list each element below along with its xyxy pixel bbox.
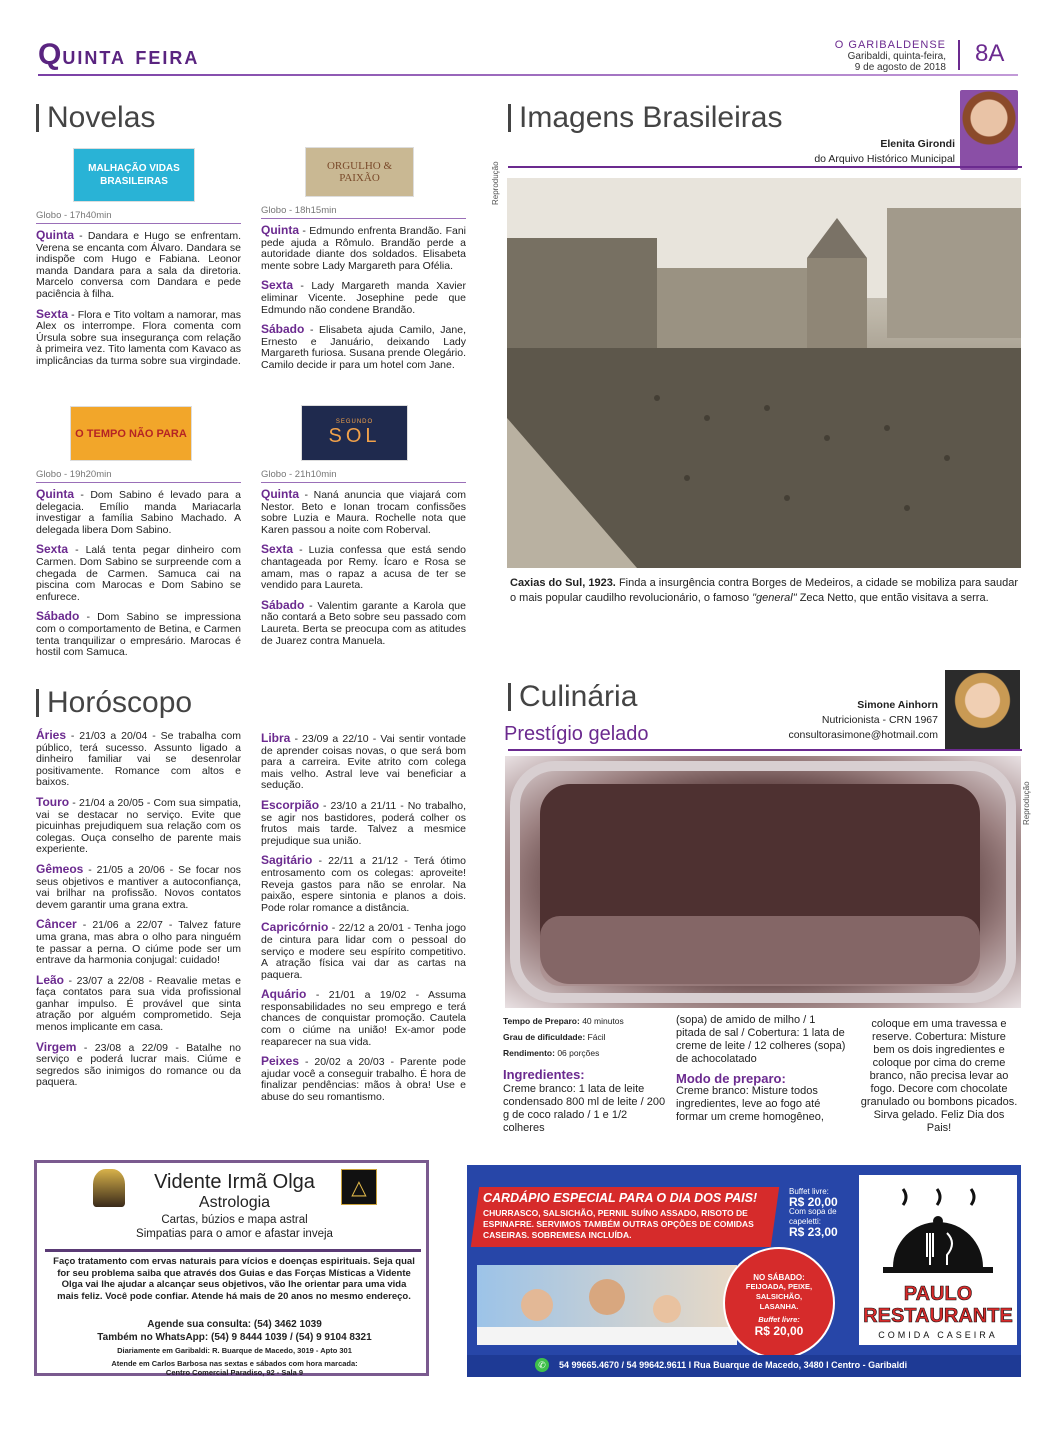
caption-end: Zeca Netto, que então visitava a serra. bbox=[796, 592, 989, 604]
show-entry bbox=[261, 324, 466, 371]
entry-text: - Edmundo enfrenta Brandão. Fani pede ajuda a Rômulo. Brandão perde a autoridade diante dos soldados. Elisabeta mente sobre Lady Margareth para Ofélia. bbox=[261, 225, 466, 272]
historic-photo-illustration bbox=[507, 178, 1021, 568]
ad-olga-subtitle: Astrologia bbox=[198, 1194, 271, 1211]
entry-day: Sexta bbox=[261, 542, 294, 557]
ad-olga-line2: Simpatias para o amor e afastar inveja bbox=[136, 1228, 333, 1240]
show-block-1 bbox=[36, 210, 241, 376]
family-photo bbox=[477, 1265, 737, 1345]
show-logo-malhacao bbox=[73, 148, 195, 202]
saturday-badge bbox=[723, 1247, 835, 1359]
entry-day: Quinta bbox=[36, 487, 74, 501]
entry-text: - Dom Sabino é levado para a delegacia. Emílio manda Mariacarla investigar a família Sabino Machado. A delegada libera Dom Sabino. bbox=[36, 489, 241, 536]
entry-day: Sexta bbox=[36, 306, 69, 321]
sign-text: - 21/06 a 22/07 - Talvez fature uma grana, mas abra o olho para ninguém te passar a perna. O ciúme pode ser um entrave da harmonia conjugal: cuidado! bbox=[36, 919, 241, 967]
price-value: R$ 20,00 bbox=[789, 1195, 838, 1209]
ad-rest-footer bbox=[467, 1355, 1021, 1377]
entry-day: Quinta bbox=[261, 487, 299, 501]
header-separator bbox=[958, 40, 960, 70]
page-day-title bbox=[38, 38, 199, 72]
sign-text: - 23/10 a 21/11 - No trabalho, se agir nos bastidores, poderá colher os frutos mais tarde. Talvez a mesmice prejudique sua união. bbox=[261, 799, 466, 847]
entry-text: - Flora e Tito voltam a namorar, mas Alex os interrompe. Flora comenta com Úrsula sobre sua insegurança com relação à primeira vez. Tito lamenta com Kavaco as implicâncias da turma sobre sua virgindade. bbox=[36, 308, 241, 367]
author-role: do Arquivo Histórico Municipal bbox=[814, 153, 955, 165]
entry-text: - Dom Sabino se impressiona com o comportamento de Betina, e Carmen tenta tranquilizar o empresário. Marocas é hostil com Samuca. bbox=[36, 611, 241, 659]
caption-bold: Caxias do Sul, 1923. bbox=[510, 577, 616, 589]
yield-label: Rendimento: bbox=[503, 1048, 555, 1058]
chef-email: consultorasimone@hotmail.com bbox=[788, 729, 938, 741]
sign-text: - 23/09 a 22/10 - Vai sentir vontade de aprender coisas novas, o que será bom para a carreira. Evite atrito com colega mais velho. Astral leve vai beneficiar a sedução. bbox=[261, 733, 466, 792]
show-entry bbox=[36, 230, 241, 301]
yield bbox=[503, 1045, 668, 1061]
cake-photo-credit: Reprodução bbox=[1022, 781, 1031, 825]
sign-name: Escorpião bbox=[261, 797, 320, 812]
ingredients-text: Creme branco: 1 lata de leite condensado 800 ml de leite / 200 g de coco ralado / 1 e 1/2 colheres bbox=[503, 1083, 666, 1134]
ad-olga-address: Diariamente em Garibaldi: R. Buarque de Macedo, 3019 - Apto 301 bbox=[117, 1346, 352, 1355]
header-rule bbox=[38, 74, 1018, 76]
ad-olga-whatsapp: Também no WhatsApp: (54) 9 8444 1039 / (54) 9 9104 8321 bbox=[97, 1332, 372, 1343]
sign-name: Câncer bbox=[36, 917, 77, 932]
ad-olga-address2: Atende em Carlos Barbosa nas sextas e sábados com hora marcada: bbox=[111, 1359, 358, 1368]
entry-text: - Elisabeta ajuda Camilo, Jane, Ernesto e Januário, deixando Lady Margareth furiosa. Susana prende Olegário. Camilo decide ir para um hotel com Jane. bbox=[261, 324, 466, 371]
section-title-culinaria: Culinária bbox=[508, 683, 637, 711]
ad-olga-title: Vidente Irmã Olga bbox=[154, 1171, 315, 1193]
culinaria-rule bbox=[508, 749, 1022, 751]
sat-price: R$ 20,00 bbox=[754, 1324, 804, 1338]
show-logo-text: ORGULHO & PAIXÃO bbox=[326, 160, 393, 184]
sign-text: - 23/07 a 22/08 - Reavalie metas e faça contatos para sua vida profissional ganhar impulso. É provável que sinta atração por alguém comprometido. Seja menos implicante em casa. bbox=[36, 974, 241, 1034]
entry-day: Sábado bbox=[261, 322, 305, 337]
section-title-novelas: Novelas bbox=[36, 104, 155, 132]
show-logo-tempo bbox=[70, 406, 192, 461]
preparation-title: Modo de preparo: bbox=[676, 1071, 786, 1086]
ad-rest-contact: 54 99665.4670 / 54 99642.9611 I Rua Buarque de Macedo, 3480 I Centro - Garibaldi bbox=[559, 1360, 908, 1370]
show-channel: Globo - 21h10min bbox=[261, 469, 466, 483]
recipe-col-2 bbox=[676, 1014, 846, 1124]
entry-text: - Luzia confessa que está sendo chantageada por Remy. Ícaro e Rosa se amam, mas o rapaz a acusa de ter se vendido para Laureta. bbox=[261, 544, 466, 592]
difficulty bbox=[503, 1029, 668, 1045]
chef-name: Simone Ainhorn bbox=[857, 699, 938, 711]
yield-value: 06 porções bbox=[554, 1048, 600, 1058]
show-entry bbox=[36, 611, 241, 658]
culinaria-byline bbox=[788, 698, 938, 743]
sign-name: Gêmeos bbox=[36, 861, 84, 876]
preparation-continued: coloque em uma travessa e reserve. Cobertura: Misture bem os dois ingredientes e coloque por cima do creme branco, não precisa levar ao fogo. Decore com chocolate granulado ou bombons picados. Sirva gelado. Feliz Dia dos Pais! bbox=[860, 1018, 1018, 1134]
sign-entry bbox=[261, 922, 466, 981]
price-label: Buffet livre: bbox=[789, 1187, 829, 1196]
sat-title: NO SÁBADO: bbox=[753, 1273, 805, 1282]
cloche-icon bbox=[859, 1175, 1017, 1275]
preparation-text: Creme branco: Misture todos ingredientes, leve ao fogo até formar um creme homogêneo, bbox=[676, 1085, 824, 1123]
sign-entry bbox=[261, 989, 466, 1048]
entry-day: Sábado bbox=[261, 597, 305, 612]
sign-name: Libra bbox=[261, 731, 291, 745]
sign-text: - 23/08 a 22/09 - Batalhe no serviço e poderá lucrar mais. Ciúme e segredos são inimigos do romance ou da paquera. bbox=[36, 1041, 241, 1089]
sign-text: - 21/01 a 19/02 - Assuma responsabilidades no seu emprego e terá chances de conquistar promoção. Cautela com o ciúme na união! Ex-amor pode reaparecer na sua vida. bbox=[261, 989, 466, 1048]
entry-day: Sexta bbox=[261, 278, 294, 293]
diff-value: Fácil bbox=[585, 1032, 606, 1042]
section-title-imagens: Imagens Brasileiras bbox=[508, 104, 782, 132]
show-logo-small: SEGUNDO bbox=[335, 418, 374, 425]
cake-illustration bbox=[505, 756, 1021, 1008]
prep-label: Tempo de Preparo: bbox=[503, 1016, 580, 1026]
sign-entry bbox=[261, 797, 466, 847]
sign-text: - 21/03 a 20/04 - Se trabalha com público, terá sucesso. Assunto ligado a dinheiro familiar vai se desenrolar positivamente. Romance com altos e baixos. bbox=[36, 730, 241, 789]
section-title-horoscopo: Horóscopo bbox=[36, 689, 192, 717]
entry-day: Sexta bbox=[36, 542, 69, 557]
caption-text: Finda a insurgência contra Borges de Medeiros, a cidade se mobiliza para saudar o mais popular caudilho revolucionário, o famoso bbox=[510, 577, 1018, 604]
show-block-3 bbox=[36, 469, 241, 667]
entry-text: - Dandara e Hugo se enfrentam. Verena se encanta com Álvaro. Dandara se indispõe com Hugo e Fabiana. Leonor manda Dandara para a sala da diretoria. Marcelo conversa com Dandara e pede paciência à filha. bbox=[36, 230, 241, 300]
photo-caption bbox=[510, 576, 1018, 606]
sign-entry bbox=[36, 919, 241, 966]
ad-rest-menu: CHURRASCO, SALSICHÃO, PERNIL SUÍNO ASSADO, RISOTO DE ESPINAFRE. SERVIMOS TAMBÉM OUTRAS OPÇÕES DE COMIDAS CASEIRAS. SOBREMESA INCLUÍDA. bbox=[483, 1208, 754, 1240]
photo-credit: Reprodução bbox=[491, 161, 500, 205]
day-initial: Q bbox=[38, 38, 63, 71]
header-date-line2: 9 de agosto de 2018 bbox=[854, 62, 946, 73]
entry-text: - Valentim garante a Karola que não contará a Beto sobre seu passado com Laureta. Berta se preocupa com as atitudes de Juarez contra Manuela. bbox=[261, 599, 466, 647]
entry-day: Sábado bbox=[36, 609, 80, 624]
sign-text: - 22/12 a 20/01 - Tenha jogo de cintura para lidar com o pessoal do serviço e modere seu espírito competitivo. A atração física vai dar as cartas na paquera. bbox=[261, 922, 466, 981]
show-logo-text: MALHAÇÃO VIDAS BRASILEIRAS bbox=[88, 163, 180, 187]
sign-name: Peixes bbox=[261, 1054, 300, 1069]
ad-olga-phone: Agende sua consulta: (54) 3462 1039 bbox=[147, 1319, 322, 1330]
ad-olga-body: Faço tratamento com ervas naturais para vícios e doenças espirituais. Seja qual for seu problema saiba que através dos Guias e das Forças Místicas a Vidente Olga vai lhe ajudar a alcançar seus objetivos, vão lhe orientar para uma vida mais feliz. Você pode confiar. Atende há mais de 20 anos no mesmo endereço. bbox=[53, 1256, 415, 1302]
sign-entry bbox=[36, 861, 241, 911]
ingredients-continued: (sopa) de amido de milho / 1 pitada de sal / Cobertura: 1 lata de creme de leite / 12 colheres (sopa) de achocolatado bbox=[676, 1014, 846, 1065]
show-block-4 bbox=[261, 469, 466, 655]
day-rest: UINTA bbox=[62, 48, 127, 68]
entry-text: - Naná anuncia que viajará com Nestor. Beto e Ionan trocam confissões sobre Luzia e Maura. Rochelle nota que Karen passou a noite com Roberval. bbox=[261, 489, 466, 536]
sign-entry bbox=[261, 1056, 466, 1103]
sign-name: Virgem bbox=[36, 1039, 77, 1054]
show-logo-segundo-sol bbox=[301, 405, 408, 461]
ad-olga-line1: Cartas, búzios e mapa astral bbox=[161, 1214, 308, 1226]
brand-name-1: PAULO bbox=[903, 1283, 973, 1305]
sign-name: Leão bbox=[36, 972, 65, 987]
sign-name: Capricórnio bbox=[261, 920, 329, 935]
ingredients-title: Ingredientes: bbox=[503, 1067, 585, 1082]
entry-day: Quinta bbox=[261, 223, 299, 237]
ad-rest-headline: CARDÁPIO ESPECIAL PARA O DIA DOS PAIS! bbox=[483, 1191, 758, 1205]
horoscope-col-right bbox=[261, 733, 466, 1112]
entry-text: - Lady Margareth manda Xavier eliminar Vicente. Josephine pede que Edmundo não condene Brandão. bbox=[261, 280, 466, 316]
prep-value: 40 minutos bbox=[579, 1016, 624, 1026]
author-photo bbox=[960, 90, 1018, 170]
sign-entry bbox=[36, 972, 241, 1034]
sign-entry bbox=[36, 794, 241, 856]
show-entry bbox=[261, 489, 466, 536]
show-logo-text: O TEMPO NÃO PARA bbox=[75, 427, 187, 440]
sign-text: - 21/04 a 20/05 - Com sua simpatia, vai se destacar no serviço. Evite que picuinhas prejudiquem sua relação com os colegas. Ouça conselho de parente mais experiente. bbox=[36, 796, 241, 856]
show-channel: Globo - 18h15min bbox=[261, 205, 466, 219]
brand-name-2: RESTAURANTE bbox=[863, 1305, 1013, 1327]
paper-name: O GARIBALDENSE bbox=[834, 39, 946, 51]
day-second: FEIRA bbox=[135, 48, 200, 68]
brand-tagline: COMIDA CASEIRA bbox=[878, 1330, 998, 1340]
show-entry bbox=[36, 544, 241, 603]
ad-rest-prices bbox=[789, 1187, 849, 1237]
show-entry bbox=[36, 306, 241, 368]
header-masthead bbox=[835, 40, 946, 73]
price-value-2: R$ 23,00 bbox=[789, 1225, 838, 1239]
prep-time bbox=[503, 1013, 668, 1029]
show-entry bbox=[36, 489, 241, 536]
show-entry bbox=[261, 280, 466, 316]
sign-text: - 21/05 a 20/06 - Se focar nos seus objetivos e mantiver a autoconfiança, vai brilhar na profissão. Novos contatos devem garantir uma grana extra. bbox=[36, 863, 241, 911]
header-date-line1: Garibaldi, quinta-feira, bbox=[847, 51, 946, 62]
show-entry bbox=[261, 597, 466, 647]
sign-entry bbox=[36, 730, 241, 789]
sign-text: - 22/11 a 21/12 - Terá ótimo entrosamento com os colegas: aproveite! Reveja gastos para não se enrolar. Na paixão, espere sintonia e planos a dois. Pode rolar romance a distância. bbox=[261, 855, 466, 914]
ad-olga-divider bbox=[45, 1249, 421, 1252]
historic-photo bbox=[507, 178, 1021, 568]
ad-olga-address3: Centro Comercial Paradiso, 92 - Sala 9 bbox=[165, 1368, 304, 1377]
sat-buffet-label: Buffet livre: bbox=[758, 1315, 800, 1324]
entry-day: Quinta bbox=[36, 228, 74, 242]
restaurant-logo bbox=[859, 1175, 1017, 1345]
whatsapp-icon: ✆ bbox=[535, 1358, 549, 1372]
show-entry bbox=[261, 225, 466, 272]
show-logo-text: SOL bbox=[328, 424, 381, 447]
page-number: 8A bbox=[975, 40, 1005, 67]
ad-vidente-olga bbox=[34, 1160, 429, 1376]
sat-menu: FEIJOADA, PEIXE, SALSICHÃO, LASANHA. bbox=[745, 1282, 813, 1311]
sign-entry bbox=[36, 1039, 241, 1089]
imagens-rule bbox=[508, 166, 1022, 168]
sign-name: Aquário bbox=[261, 987, 307, 1002]
recipe-meta bbox=[503, 1013, 668, 1135]
sign-text: - 20/02 a 20/03 - Parente pode ajudar você a conseguir trabalho. É hora de finalizar pendências: mãos à obra! Use e abuse do seu romantismo. bbox=[261, 1056, 466, 1104]
author-name: Elenita Girondi bbox=[880, 138, 955, 150]
recipe-title: Prestígio gelado bbox=[504, 723, 649, 745]
sign-name: Touro bbox=[36, 794, 70, 809]
sign-entry bbox=[261, 855, 466, 914]
family-illustration bbox=[477, 1265, 737, 1345]
sign-name: Áries bbox=[36, 728, 67, 742]
show-logo-orgulho bbox=[305, 147, 414, 197]
show-channel: Globo - 17h40min bbox=[36, 210, 241, 224]
chef-role: Nutricionista - CRN 1967 bbox=[821, 714, 938, 726]
diff-label: Grau de dificuldade: bbox=[503, 1032, 586, 1042]
entry-text: - Lalá tenta pegar dinheiro com Carmen. Dom Sabino se surpreende com a chegada de Carmen. Samuca cai na piscina com Marocas e Dom Sabino se enfurece. bbox=[36, 544, 241, 603]
eye-triangle-icon: △ bbox=[341, 1169, 377, 1205]
ad-paulo-restaurante bbox=[467, 1165, 1021, 1377]
imagens-byline bbox=[814, 137, 955, 167]
sign-name: Sagitário bbox=[261, 853, 313, 868]
sign-entry bbox=[261, 733, 466, 792]
show-block-2 bbox=[261, 205, 466, 380]
price-label-2: Com sopa de capeletti: bbox=[789, 1207, 837, 1226]
show-entry bbox=[261, 544, 466, 591]
show-channel: Globo - 19h20min bbox=[36, 469, 241, 483]
horoscope-col-left bbox=[36, 730, 241, 1097]
chef-photo bbox=[945, 670, 1020, 750]
cake-photo bbox=[505, 756, 1021, 1008]
caption-italic: "general" bbox=[752, 592, 797, 604]
